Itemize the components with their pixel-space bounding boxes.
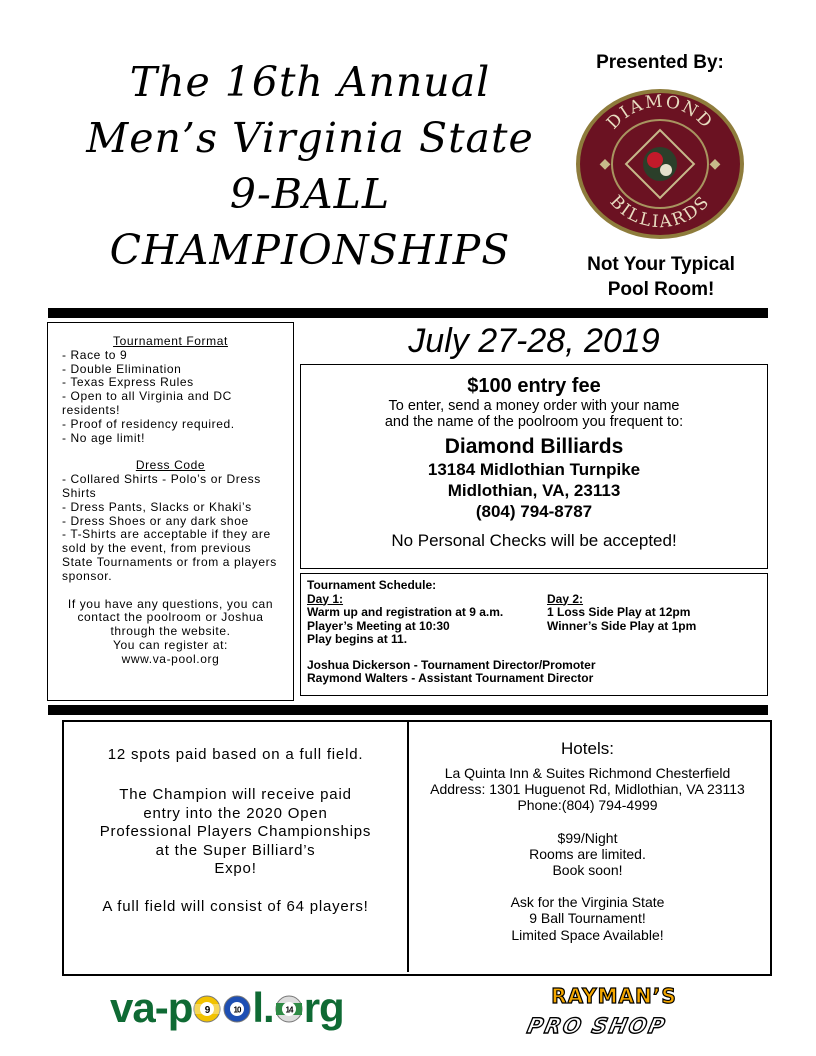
venue-phone: (804) 794-8787 (475, 502, 593, 521)
staff-item: Raymond Walters - Assistant Tournament Director (307, 671, 594, 685)
title-line-1: The 16th Annual (129, 58, 491, 106)
day1-label: Day 1: (307, 591, 344, 606)
hotels-info (409, 738, 766, 943)
hotel-ask-line: Ask for the Virginia State (510, 894, 665, 911)
format-item: - Race to 9 (62, 347, 128, 362)
diamond-icon-left: ◆ (599, 155, 611, 171)
day1-item: Warm up and registration at 9 a.m. (307, 605, 504, 619)
dress-item: - Collared Shirts - Polo’s or Dress Shirts (62, 472, 261, 500)
hotel-name: La Quinta Inn & Suites Richmond Chesterfield (444, 765, 731, 781)
dress-item: - T-Shirts are acceptable if they are sold by the event, from previous State Tournaments or from a players sponsor. (62, 527, 277, 583)
nine-ball-icon (192, 994, 222, 1024)
title-line-4: CHAMPIONSHIPS (109, 226, 511, 274)
va-pool-logo[interactable]: va-p 9 10 l. 14 rg (110, 984, 344, 1031)
raymans-pro-shop-logo (498, 983, 730, 1047)
payout-info (64, 746, 407, 917)
event-date: July 27-28, 2019 (408, 322, 660, 360)
diamond-icon-right: ◆ (709, 155, 721, 171)
svg-text:10: 10 (233, 1005, 241, 1015)
spots-paid-text: 12 spots paid based on a full field. (107, 746, 364, 763)
day2-item: Winner’s Side Play at 1pm (547, 618, 697, 633)
hotel-ask-line: Limited Space Available! (511, 926, 664, 943)
staff-item: Joshua Dickerson - Tournament Director/Promoter (307, 657, 596, 672)
diamond-billiards-logo (575, 88, 745, 240)
entry-instructions-line: To enter, send a money order with your name (388, 398, 680, 414)
format-item: - Open to all Virginia and DC residents! (62, 389, 232, 417)
entry-fee: $100 entry fee (467, 375, 601, 397)
middle-divider-bar (48, 705, 768, 715)
champion-line: at the Super Billiard’s (155, 841, 316, 859)
title-line-2: Men’s Virginia State (86, 114, 534, 162)
register-link[interactable]: www.va-pool.org (121, 651, 220, 666)
format-item: - Double Elimination (62, 361, 182, 376)
svg-text:9: 9 (205, 1005, 210, 1016)
full-field-text: A full field will consist of 64 players! (102, 898, 369, 916)
entry-info-box (300, 364, 768, 569)
tagline: Not Your Typical Pool Room! (587, 254, 735, 300)
top-divider-bar (48, 308, 768, 318)
champion-line: Professional Players Championships (99, 823, 372, 841)
format-item: - Proof of residency required. (62, 416, 235, 431)
logo-bottom-text: BILLIARDS (605, 191, 715, 233)
format-heading: Tournament Format (113, 334, 228, 348)
hotel-limited: Rooms are limited. (529, 845, 646, 862)
day1-column (307, 593, 547, 647)
rayman-text: RAYMAN’S (551, 984, 677, 1008)
dress-item: - Dress Pants, Slacks or Khaki’s (62, 499, 252, 514)
event-title (60, 54, 560, 278)
dress-item: - Dress Shoes or any dark shoe (62, 513, 249, 528)
day1-item: Play begins at 11. (307, 632, 408, 646)
format-item: - Texas Express Rules (62, 375, 194, 390)
hotels-heading: Hotels: (561, 739, 614, 758)
presented-by-label: Presented By: (596, 52, 724, 73)
hotel-phone: Phone:(804) 794-4999 (517, 797, 658, 814)
ten-ball-icon (222, 994, 252, 1024)
staff-list (307, 659, 767, 686)
venue-address-line: 13184 Midlothian Turnpike (427, 460, 641, 479)
schedule-box (300, 573, 768, 696)
hotel-address: Address: 1301 Huguenot Rd, Midlothian, VA 23113 (430, 781, 745, 798)
format-item: - No age limit! (62, 430, 146, 445)
day2-item: 1 Loss Side Play at 12pm (547, 605, 691, 619)
schedule-heading: Tournament Schedule: (307, 578, 437, 592)
svg-text:14: 14 (285, 1005, 293, 1015)
dress-code-heading: Dress Code (135, 458, 206, 473)
venue-name: Diamond Billiards (444, 435, 624, 458)
day2-column (547, 593, 696, 647)
day2-label: Day 2: (547, 591, 584, 606)
champion-line: The Champion will receive paid (119, 786, 352, 804)
champion-line: entry into the 2020 Open (143, 804, 328, 822)
day1-item: Player’s Meeting at 10:30 (307, 618, 450, 633)
no-checks-notice: No Personal Checks will be accepted! (391, 531, 677, 550)
entry-instructions-line: and the name of the poolroom you frequent to: (384, 414, 684, 430)
hotel-price: $99/Night (557, 829, 618, 846)
register-label: You can register at: (113, 637, 228, 652)
title-line-3: 9-BALL (229, 170, 391, 218)
logo-top-text: DIAMOND (602, 91, 718, 134)
tournament-info-panel (47, 322, 294, 701)
hotel-book: Book soon! (552, 862, 623, 879)
fourteen-ball-icon (274, 994, 304, 1024)
venue-city-line: Midlothian, VA, 23113 (447, 481, 621, 500)
hotel-ask-line: 9 Ball Tournament! (529, 910, 646, 927)
champion-line: Expo! (214, 860, 257, 878)
contact-text: If you have any questions, you can contact the poolroom or Joshua through the website. (67, 596, 274, 639)
pro-shop-text: PRO SHOP (524, 1014, 669, 1039)
